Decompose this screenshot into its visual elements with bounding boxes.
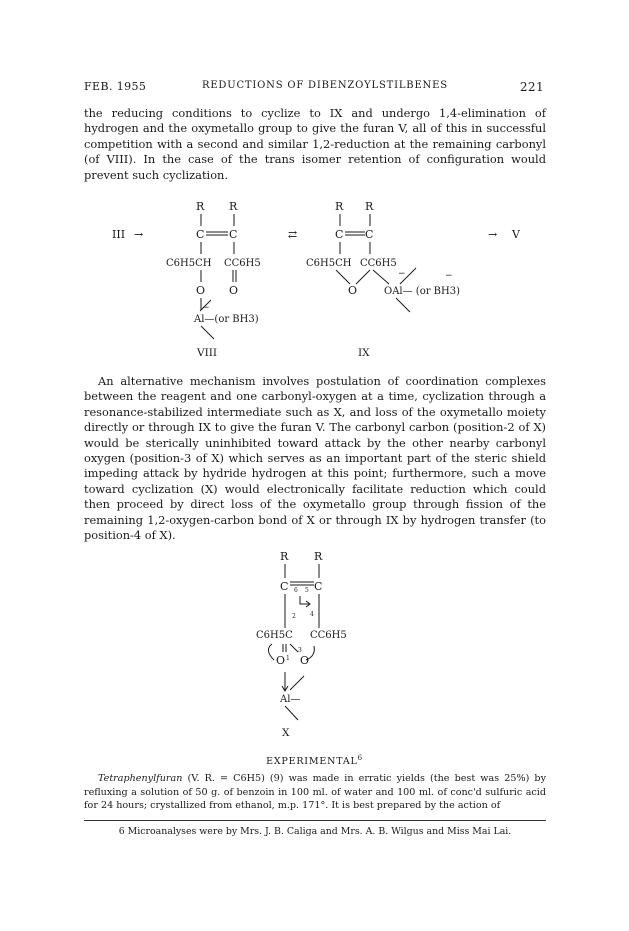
svg-text:Al—(or BH3): Al—(or BH3) xyxy=(194,314,259,325)
label-X: X xyxy=(282,727,290,739)
svg-text:C: C xyxy=(335,228,344,241)
svg-text:C: C xyxy=(196,228,205,241)
svg-text:Al—: Al— xyxy=(280,694,301,705)
svg-text:C: C xyxy=(229,228,238,241)
compound-III: III xyxy=(112,228,126,241)
section-heading-experimental: EXPERIMENTAL$^6$ xyxy=(266,754,363,768)
paragraph-cyclization: the reducing conditions to cyclize to IX and undergo 1,4-elimination of hydrogen and the oxymetallo group to give the furan V, all of this in successful competition with a second and similar 1,2-reduction at the remaining carbonyl (of VIII). In the case of the trans isomer retention of configuration would prevent such cyclization. xyxy=(84,106,546,182)
svg-text:R: R xyxy=(314,550,323,563)
footnote: 6 Microanalyses were by Mrs. J. B. Caliga and Mrs. A. B. Wilgus and Miss Mai Lai. xyxy=(118,826,512,837)
svg-text:5: 5 xyxy=(305,587,309,594)
svg-text:2: 2 xyxy=(292,613,296,620)
svg-text:R: R xyxy=(365,200,374,213)
svg-text:C: C xyxy=(280,580,289,593)
svg-text:O: O xyxy=(348,284,358,297)
svg-text:C: C xyxy=(365,228,374,241)
header-title: REDUCTIONS OF DIBENZOYLSTILBENES xyxy=(202,80,448,91)
svg-text:6: 6 xyxy=(294,587,298,594)
svg-text:OAl— (or BH3): OAl— (or BH3) xyxy=(384,286,461,297)
paragraph-experimental: Tetraphenylfuran (V. R. = C6H5) (9) was made in erratic yields (the best was 25%) by refluxing a solution of 50 g. of benzoin in 100 ml. of water and 100 ml. of conc'd sulfuric acid for 24 hours; crystallized from ethanol, m.p. 171°. It is best prepared by the action of xyxy=(84,773,546,812)
svg-text:C: C xyxy=(314,580,323,593)
svg-text:R: R xyxy=(229,200,238,213)
svg-text:O: O xyxy=(229,284,239,297)
running-header xyxy=(84,80,544,96)
svg-text:R: R xyxy=(280,550,289,563)
label-IX: IX xyxy=(358,347,370,359)
svg-text:O: O xyxy=(300,654,310,667)
compound-name: Tetraphenylfuran xyxy=(98,773,183,784)
svg-text:C6H5CH: C6H5CH xyxy=(166,258,212,269)
equilibrium-arrow: ⇄ xyxy=(288,228,298,241)
svg-text:−: − xyxy=(398,269,406,279)
svg-text:CC6H5: CC6H5 xyxy=(360,258,397,269)
structure-X xyxy=(250,548,390,748)
svg-text:CC6H5: CC6H5 xyxy=(224,258,261,269)
svg-text:−: − xyxy=(202,303,210,313)
svg-text:4: 4 xyxy=(310,611,314,618)
svg-text:C6H5C: C6H5C xyxy=(256,630,293,641)
svg-text:1: 1 xyxy=(286,655,290,662)
header-date: FEB. 1955 xyxy=(84,80,147,93)
footnote-rule xyxy=(84,820,546,821)
compound-V: V xyxy=(512,228,520,241)
svg-text:C6H5CH: C6H5CH xyxy=(306,258,352,269)
arrow-forward-2: → xyxy=(488,228,498,241)
svg-text:O: O xyxy=(196,284,206,297)
structure-IX xyxy=(306,200,460,359)
svg-text:R: R xyxy=(335,200,344,213)
label-VIII: VIII xyxy=(197,347,218,359)
svg-text:3: 3 xyxy=(298,647,302,654)
svg-text:CC6H5: CC6H5 xyxy=(310,630,347,641)
svg-text:−: − xyxy=(445,271,453,281)
svg-text:O: O xyxy=(276,654,286,667)
paragraph-alternative-mechanism: An alternative mechanism involves postulation of coordination complexes between the reagent and one carbonyl-oxygen at a time, cyclization through a resonance-stabilized intermediate such as X, and loss of the oxymetallo moiety directly or through IX to give the furan V. The carbonyl carbon (position-2 of X) would be sterically uninhibited toward attack by the other nearby carbonyl oxygen (position-3 of X) which serves as an important part of the steric shield impeding attack by hydride hydrogen at this point; furthermore, such a move toward cyclization (X) would electronically facilitate reduction which could then proceed by direct loss of the oxymetallo group through fission of the remaining 1,2-oxygen-carbon bond of X or through IX by hydrogen transfer (to position-4 of X). xyxy=(84,374,546,543)
svg-text:R: R xyxy=(196,200,205,213)
reaction-scheme-1 xyxy=(84,196,546,368)
structure-VIII xyxy=(166,200,261,359)
arrow-forward-1: → xyxy=(134,228,144,241)
page-number: 221 xyxy=(519,80,544,94)
